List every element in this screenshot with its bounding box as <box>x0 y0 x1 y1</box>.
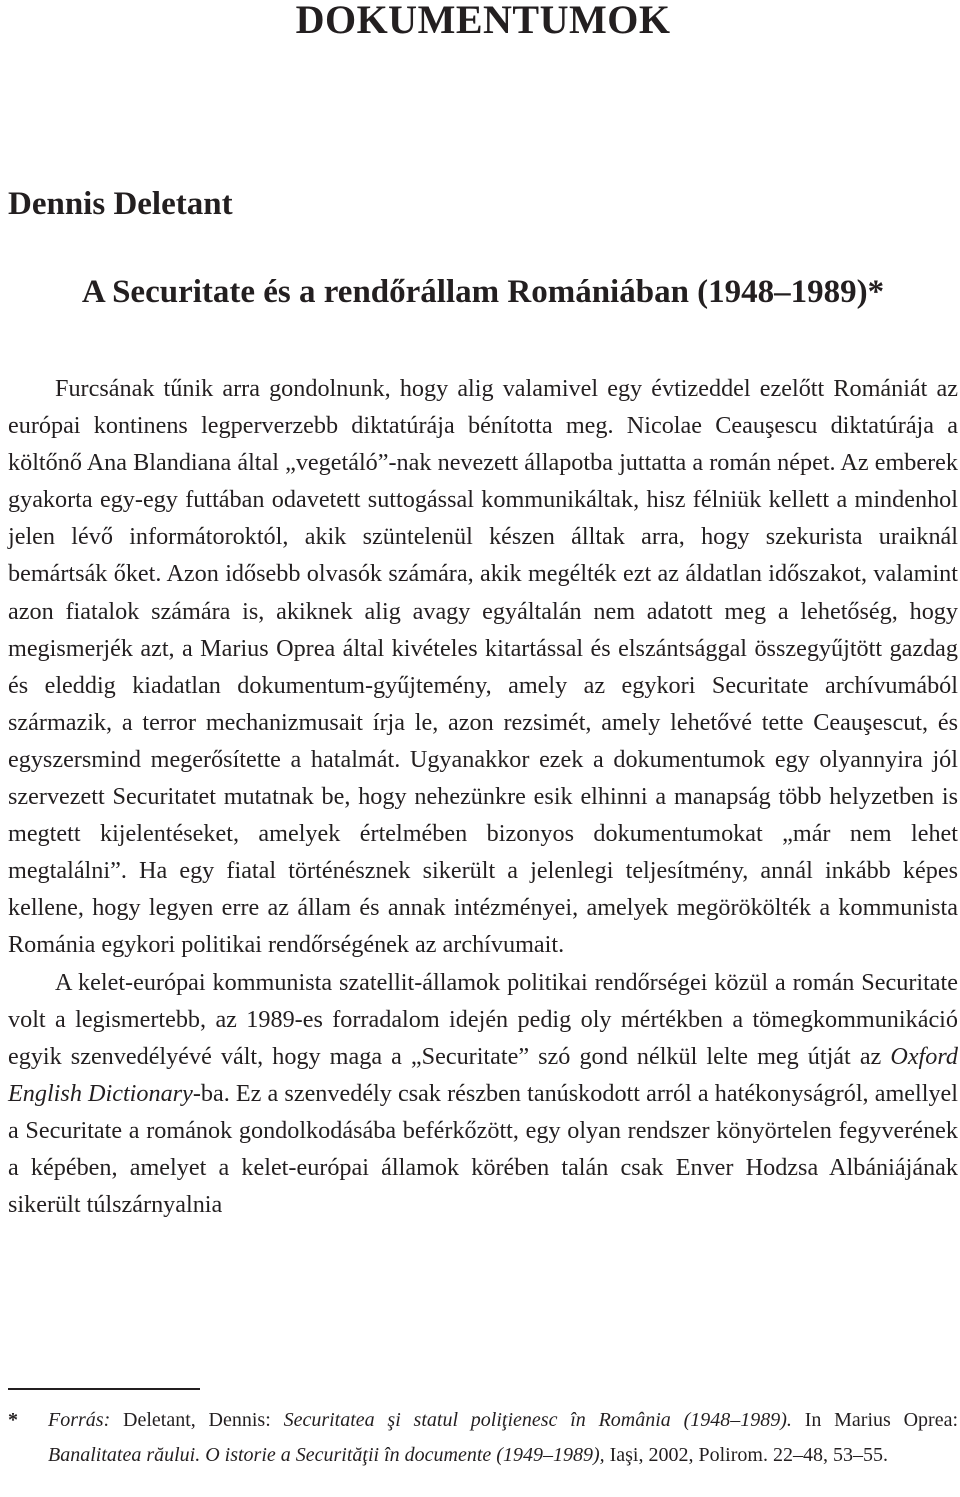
article-body <box>8 370 958 1223</box>
footnote-text <box>48 1403 958 1473</box>
footnote-divider <box>8 1388 200 1390</box>
footnote-book-title: Banalitatea răului. O istorie a Securităţii în documente (1949–1989), <box>48 1444 605 1466</box>
footnote-marker: * <box>8 1409 18 1431</box>
article-title: A Securitate és a rendőrállam Romániában (1948–1989)* <box>81 274 885 310</box>
footnote-in: In Marius Oprea: <box>791 1409 959 1431</box>
footnote-author: Deletant, Dennis: <box>110 1409 284 1431</box>
article-author: Dennis Deletant <box>8 186 233 222</box>
paragraph-1 <box>8 370 958 964</box>
footnote-publication: Iaşi, 2002, Polirom. 22–48, 53–55. <box>604 1444 888 1466</box>
paragraph-2-text-start: A kelet-európai kommunista szatellit-államok politikai rendőrségei közül a román Securitate volt a legismertebb, az 1989-es forradalom idején pedig oly mértékben a tömegkommunikáció egyik szenvedélyévé vált, hogy maga a „Securitate” szó gond nélkül lelte meg útját az <box>8 968 958 1070</box>
footnote <box>8 1403 958 1473</box>
paragraph-1-text: Furcsának tűnik arra gondolnunk, hogy alig valamivel egy évtizeddel ezelőtt Romániát az európai kontinens legperverzebb diktatúrája bénította meg. Nicolae Ceauşescu diktatúrája a költőnő Ana Blandiana által „vegetáló”-nak nevezett állapotba juttatta a román népet. Az emberek gyakorta egy-egy futtában odavetett suttogással kommunikáltak, hisz félniük kellett a mindenhol jelen lévő informátoroktól, akik szüntelenül készen álltak arra, hogy szekurista uraiknál bemártsák őket. Azon idősebb olvasók számára, akik megélték ezt az áldatlan időszakot, valamint azon fiatalok számára is, akiknek alig avagy egyáltalán nem adatott meg a lehetőség, hogy megismerjék azt, a Marius Oprea által kivételes kitartással és elszántsággal összegyűjtött gazdag és eleddig kiadatlan dokumentum-gyűjtemény, amely az egykori Securitate archívumából származik, a terror mechanizmusait írja le, azon rezsimét, amely lehetővé tette Ceauşescut, és egyszersmind megerősítette a hatalmát. Ugyanakkor ezek a dokumentumok egy olyannyira jól szervezett Securitatet mutatnak be, hogy nehezünkre esik elhinni a manapság több helyzetben is megtett kijelentéseket, amelyek értelmében bizonyos dokumentumokat „már nem lehet megtalálni”. Ha egy fiatal történésznek sikerült a jelenlegi teljesítmény, annál inkább képes kellene, hogy legyen erre az állam és annak intézményei, amelyek megörökölték a kommunista Románia egykori politikai rendőrségének az archívumait. <box>8 375 958 959</box>
paragraph-2-text-end: -ba. Ez a szenvedély csak részben tanúskodott arról a hatékonyságról, amellyel a Securitate a románok gondolkodásába beférkőzött, egy olyan rendszer könyörtelen fegyverének a képében, amelyet a kelet-európai államok körében talán csak Enver Hodzsa Albániájának sikerült túlszárnyalnia <box>8 1079 959 1219</box>
section-title: DOKUMENTUMOK <box>295 0 671 42</box>
paragraph-2 <box>8 964 958 1224</box>
footnote-source-title: Securitatea şi statul poliţienesc în România (1948–1989). <box>283 1409 792 1431</box>
footnote-source-label: Forrás: <box>48 1409 111 1431</box>
dictionary-title: Oxford English Dictionary <box>8 1042 958 1107</box>
